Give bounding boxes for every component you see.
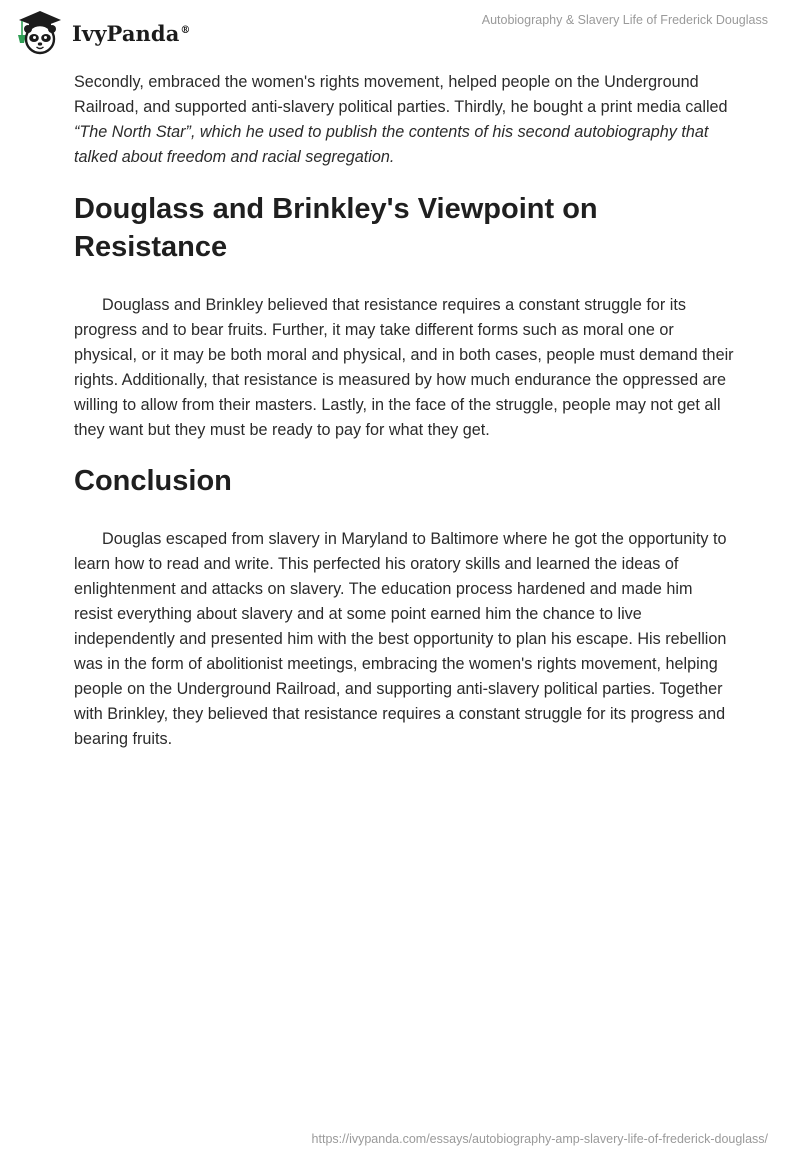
intro-paragraph (74, 70, 734, 170)
ivypanda-logo[interactable] (14, 8, 191, 56)
source-url-link[interactable]: https://ivypanda.com/essays/autobiography-amp-slavery-life-of-frederick-douglass/ (311, 1132, 768, 1146)
essay-content (74, 70, 734, 752)
section-body-resistance: Douglass and Brinkley believed that resistance requires a constant struggle for its progress and to bear fruits. Further, it may take different forms such as moral one or physical, or it may be both moral and physical, and in both cases, people must demand their rights. Additionally, that resistance is measured by how much endurance the oppressed are willing to allow from their masters. Lastly, in the face of the struggle, people may not get all they want but they must be ready to pay for what they get. (74, 296, 734, 439)
panda-graduate-icon (14, 8, 66, 56)
intro-text: Secondly, embraced the women's rights movement, helped people on the Underground Railroad, and supported anti-slavery political parties. Thirdly, he bought a print media called (74, 73, 728, 116)
section-heading-conclusion: Conclusion (74, 465, 232, 497)
running-title: Autobiography & Slavery Life of Frederick Douglass (481, 13, 768, 27)
section-heading-resistance: Douglass and Brinkley's Viewpoint on Resistance (74, 193, 598, 263)
intro-italic-text: “The North Star”, which he used to publish the contents of his second autobiography that talked about freedom and racial segregation. (74, 123, 709, 166)
section-body-conclusion: Douglas escaped from slavery in Maryland to Baltimore where he got the opportunity to learn how to read and write. This perfected his oratory skills and learned the ideas of enlightenment and attacks on slavery. The education process hardened and made him resist everything about slavery and at some point earned him the chance to live independently and presented him with the best opportunity to plan his escape. His rebellion was in the form of abolitionist meetings, embracing the women's rights movement, helping people on the Underground Railroad, and supporting anti-slavery political parties. Together with Brinkley, they believed that resistance requires a constant struggle for its progress and bearing fruits. (74, 530, 727, 748)
brand-name: IvyPanda® (72, 20, 191, 46)
